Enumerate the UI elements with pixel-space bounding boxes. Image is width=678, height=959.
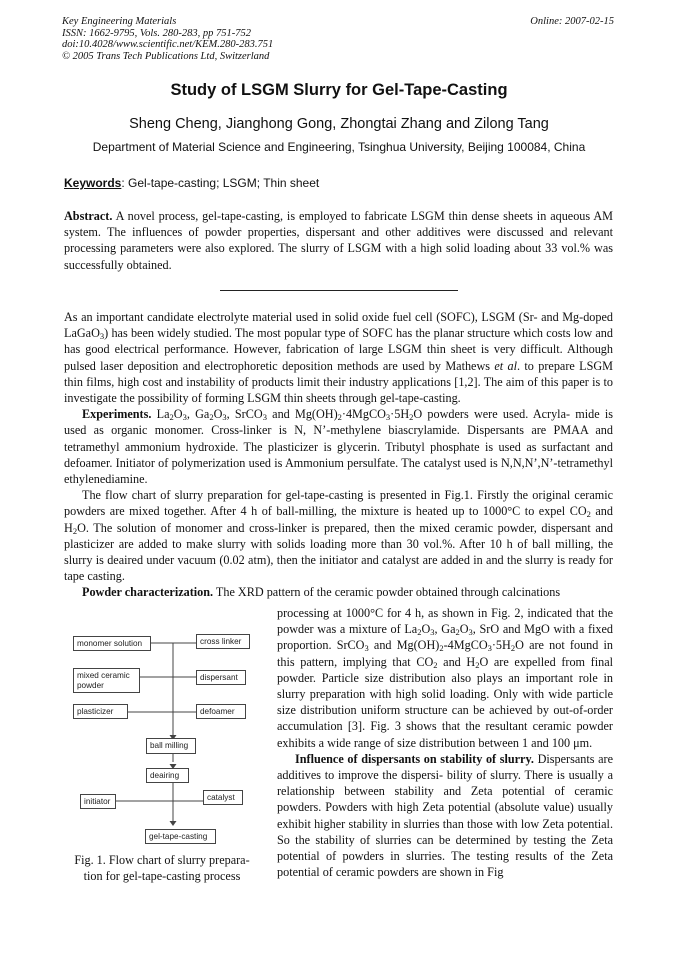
keywords-line: Keywords: Gel-tape-casting; LSGM; Thin sheet (64, 176, 320, 190)
abstract-text: A novel process, gel-tape-casting, is employed to fabricate LSGM thin dense sheets in aqueous AM system. The influences of powder properties, dispersant and other additives were discussed and relevant processing parameters were also explored. The slurry of LSGM with a high solid loading about 33 vol.% was successfully obtained. (64, 209, 613, 272)
running-header (62, 16, 273, 62)
paper-affiliation: Department of Material Science and Engineering, Tsinghua University, Beijing 100084, China (92, 140, 586, 154)
fc-gel-tape-casting: gel-tape-casting (145, 829, 216, 844)
issn-line: ISSN: 1662-9795, Vols. 280-283, pp 751-752 (62, 27, 251, 39)
fc-plasticizer: plasticizer (73, 704, 128, 719)
flow-paragraph: The flow chart of slurry preparation for gel-tape-casting is presented in Fig.1. Firstly the original ceramic powders are mixed together. After 4 h of ball-milling, the mixture is heated up to 1000°C to expel $CO_2$ and $H_2O$. The solution of monomer and cross-linker is prepared, then the mixed ceramic powder, dispersant and plasticizer are added to make slurry with solids loading more than 30 vol.%. After 10 h of ball milling, the slurry is deaired under vacuum (0.02 atm), then the initiator and catalyst are added in and the slurry is ready for tape casting. (64, 488, 613, 584)
fc-defoamer: defoamer (196, 704, 246, 719)
section-divider (220, 290, 458, 291)
fc-dispersant: dispersant (196, 670, 246, 685)
doi-line: doi:10.4028/www.scientific.net/KEM.280-283.751 (62, 39, 274, 50)
fc-catalyst: catalyst (203, 790, 243, 805)
fc-monomer-solution: monomer solution (73, 636, 151, 651)
powder-heading-line: Powder characterization. The XRD pattern of the ceramic powder obtained through calcinations (82, 585, 561, 600)
paper-title: Study of LSGM Slurry for Gel-Tape-Casting (170, 81, 508, 99)
copyright-line: © 2005 Trans Tech Publications Ltd, Switzerland (62, 50, 270, 62)
intro-paragraph: As an important candidate electrolyte material used in solid oxide fuel cell (SOFC), LSGM (Sr- and Mg-doped LaGaO$_3$) has been widely studied. The most popular type of SOFC has the planar structure which costs low and has good electrical performance. However, fabrication of large LSGM thin sheet is very difficult. Although pulsed laser deposition and electrophoretic deposition methods are used by Mathews et al. to prepare LSGM thin films, high cost and instability of products limit their industry applications [1,2]. The aim of this paper is to investigate the possibility of forming LSGM thin sheets through gel-tape-casting. (64, 310, 614, 406)
fc-initiator: initiator (80, 794, 116, 809)
online-date: Online: 2007-02-15 (530, 16, 614, 27)
flow-chart (70, 626, 256, 852)
powder-paragraph: processing at 1000°C for 4 h, as shown in Fig. 2, indicated that the powder was a mixture of $La_2O_3$, $Ga_2O_3$, SrO and MgO with a fixed proportion. SrCO$_3$ and $Mg(OH)_2-4MgCO_3\cdot 5H_2O$ are not found in this pattern, implying that $CO_2$ and $H_2O$ are expelled from final powder. Particle size distribution also plays an important role in slurry preparation with high solid loading. Only with wide particle size distribution uniform structure can be achieved by out-of-order accumulation [3]. Fig. 3 shows that the resultant ceramic powder exhibits a wide range of size distribution between 1 and 100 μm. (277, 606, 614, 750)
body-right-column (277, 605, 613, 880)
paper-authors: Sheng Cheng, Jianghong Gong, Zhongtai Zhang and Zilong Tang (129, 116, 549, 132)
abstract-label: Abstract. (64, 209, 113, 223)
abstract (64, 208, 613, 273)
keywords-label: Keywords (64, 176, 122, 190)
fc-mixed-ceramic-powder: mixed ceramic powder (73, 668, 140, 693)
experiments-paragraph: Experiments. $La_2O_3$, $Ga_2O_3$, SrCO$_3$ and $Mg(OH)_2\cdot 4MgCO_3\cdot 5H_2O$ powders were used. Acryla- mide is used as organic monomer. Cross-linker is N, N’-methylene biascrylamide. Dispersants are PMAA and tetramethyl ammonium hydroxide. The plasticizer is glycerin. Tributyl phosphate is used as surfactant and defoamer. Initiator of polymerization used is Ammonium persulfate. The catalyst used is N,N,N’,N’-tetramethyl ethylenediamine. (64, 407, 613, 487)
body-full-width (64, 309, 613, 601)
figure-caption: Fig. 1. Flow chart of slurry prepara- tion for gel-tape-casting process (74, 853, 250, 883)
keywords-text: Gel-tape-casting; LSGM; Thin sheet (128, 176, 320, 190)
dispersants-paragraph: Influence of dispersants on stability of slurry. Dispersants are additives to improve the dispersi- bility of slurry. There is usually a relationship between stability and Zeta potential of ceramic powders. Powders with high Zeta potential (absolute value) usually exhibit higher stability in slurries than those with low Zeta potential. So the stability of slurries can be determined by testing the Zeta potential of powders in slurries. The testing results of the Zeta potential of ceramic powders are shown in Fig (277, 751, 614, 880)
fc-deairing: deairing (146, 768, 189, 783)
journal-name: Key Engineering Materials (62, 16, 177, 27)
fc-cross-linker: cross linker (196, 634, 250, 649)
fc-ball-milling: ball milling (146, 738, 196, 754)
